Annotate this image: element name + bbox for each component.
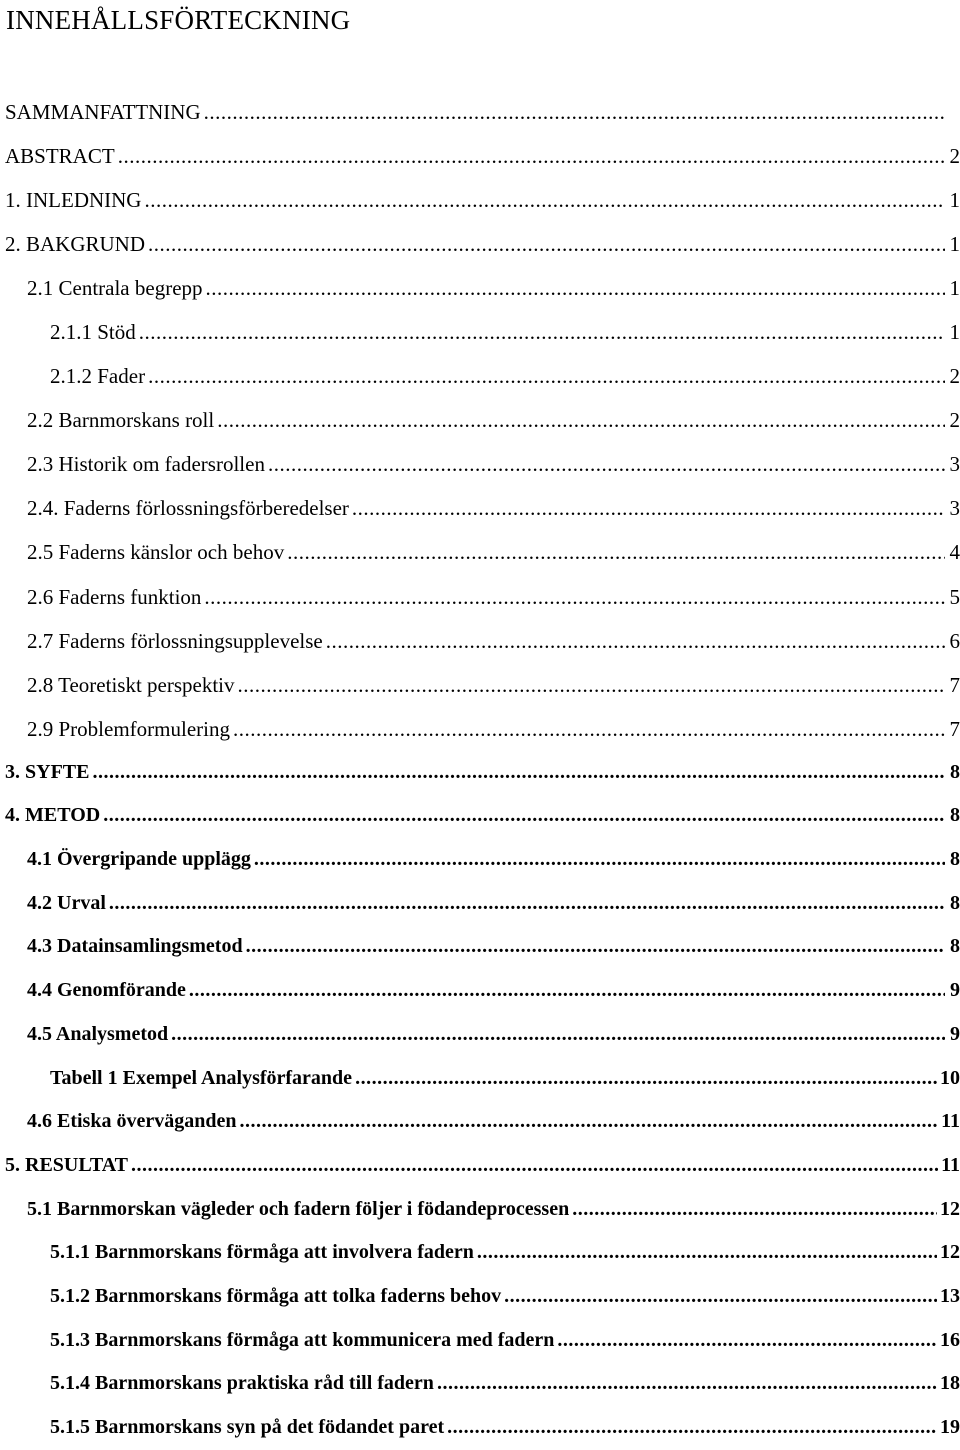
toc-entry-sammanfattning[interactable] [0,90,960,134]
toc-entry-page: 8 [950,935,960,958]
toc-entry-label: Tabell 1 Exempel Analysförfarande [50,1066,353,1089]
toc-entry-2-1-2[interactable] [0,354,960,398]
toc-entry-4-1[interactable] [0,838,960,882]
toc-entry-label: 5.1.1 Barnmorskans förmåga att involvera fadern [50,1241,474,1264]
dot-leader [437,1362,937,1406]
toc-entry-inledning[interactable] [0,178,960,222]
toc-entry-page: 6 [949,628,960,653]
dot-leader [355,1057,937,1101]
toc-entry-page: 3 [949,452,960,477]
toc-entry-page: 16 [940,1328,960,1351]
toc-entry-2-6[interactable] [0,575,960,619]
toc-entry-label: 2.1.1 Stöd [50,320,136,345]
toc-entry-page: 1 [949,232,960,257]
dot-leader [217,398,945,442]
toc-entry-label: 4.4 Genomförande [27,979,186,1002]
toc-entry-label: 4.2 Urval [27,891,106,914]
toc-entry-label: 4. METOD [5,804,101,827]
toc-entry-syfte[interactable] [0,751,960,795]
toc-entry-page: 9 [950,1022,960,1045]
toc-entry-page: 1 [949,276,960,301]
toc-entry-page: 8 [950,760,960,783]
toc-entry-label: 5.1.2 Barnmorskans förmåga att tolka faderns behov [50,1284,502,1307]
toc-entry-label: 2.2 Barnmorskans roll [27,408,215,433]
toc-entry-label: 2.6 Faderns funktion [27,584,202,609]
dot-leader [239,1100,938,1144]
toc-entry-4-4[interactable] [0,969,960,1013]
dot-leader [287,530,945,574]
toc-entry-label: 4.6 Etiska överväganden [27,1110,237,1133]
toc-entry-2-4[interactable] [0,486,960,530]
toc-entry-page: 1 [949,188,960,213]
dot-leader [148,354,945,398]
toc-entry-label: 2.1 Centrala begrepp [27,276,203,301]
toc-entry-2-1[interactable] [0,266,960,310]
toc-entry-4-3[interactable] [0,925,960,969]
dot-leader [206,266,945,310]
toc-entry-label: 5. RESULTAT [5,1153,129,1176]
toc-entry-page: 10 [940,1066,960,1089]
toc-entry-page: 11 [941,1153,960,1176]
toc-entry-tabell-1[interactable] [0,1057,960,1101]
toc-list [0,90,960,1450]
toc-entry-page: 2 [949,408,960,433]
toc-entry-5-1-2[interactable] [0,1275,960,1319]
toc-entry-label: 4.1 Övergripande upplägg [27,848,251,871]
toc-entry-metod[interactable] [0,794,960,838]
dot-leader [204,575,945,619]
toc-entry-page: 19 [940,1416,960,1439]
toc-entry-label: 5.1.5 Barnmorskans syn på det födandet paret [50,1416,445,1439]
toc-entry-page: 7 [949,716,960,741]
toc-entry-label: 1. INLEDNING [5,188,142,213]
toc-entry-label: ABSTRACT [5,144,115,169]
toc-entry-2-5[interactable] [0,530,960,574]
dot-leader [131,1144,938,1188]
dot-leader [557,1319,937,1363]
toc-entry-5-1-3[interactable] [0,1319,960,1363]
toc-entry-label: 5.1 Barnmorskan vägleder och fadern följer i födandeprocessen [27,1197,570,1220]
toc-entry-label: 4.3 Datainsamlingsmetod [27,935,243,958]
toc-entry-page: 7 [949,672,960,697]
toc-entry-2-9[interactable] [0,707,960,751]
toc-entry-resultat[interactable] [0,1144,960,1188]
dot-leader [504,1275,937,1319]
dot-leader [139,310,945,354]
dot-leader [254,838,945,882]
toc-entry-4-5[interactable] [0,1013,960,1057]
toc-entry-page: 12 [940,1241,960,1264]
dot-leader [447,1406,937,1450]
toc-entry-page: 8 [950,891,960,914]
dot-leader [148,222,945,266]
dot-leader [352,486,945,530]
toc-entry-label: 5.1.3 Barnmorskans förmåga att kommunicera med fadern [50,1328,555,1351]
toc-entry-label: 2.4. Faderns förlossningsförberedelser [27,496,349,521]
toc-entry-page: 5 [949,584,960,609]
toc-entry-label: 2.5 Faderns känslor och behov [27,540,285,565]
toc-entry-page: 13 [940,1284,960,1307]
toc-entry-5-1[interactable] [0,1188,960,1232]
toc-entry-page: 4 [949,540,960,565]
toc-entry-label: 2. BAKGRUND [5,232,146,257]
dot-leader [204,90,945,134]
dot-leader [109,882,945,926]
toc-entry-label: 5.1.4 Barnmorskans praktiska råd till fadern [50,1372,434,1395]
toc-entry-page: 18 [940,1372,960,1395]
dot-leader [246,925,945,969]
toc-entry-2-7[interactable] [0,619,960,663]
toc-entry-page: 1 [949,320,960,345]
toc-entry-label: 2.3 Historik om fadersrollen [27,452,265,477]
toc-entry-2-2[interactable] [0,398,960,442]
toc-entry-bakgrund[interactable] [0,222,960,266]
toc-entry-page: 9 [950,979,960,1002]
toc-entry-5-1-5[interactable] [0,1406,960,1450]
toc-entry-page: 11 [941,1110,960,1133]
toc-entry-page: 8 [950,848,960,871]
toc-entry-4-2[interactable] [0,882,960,926]
toc-entry-2-1-1[interactable] [0,310,960,354]
dot-leader [477,1231,937,1275]
toc-entry-label: 2.1.2 Fader [50,364,146,389]
toc-entry-label: 4.5 Analysmetod [27,1022,169,1045]
page-title: INNEHÅLLSFÖRTECKNING [6,5,351,35]
toc-entry-page: 2 [949,144,960,169]
toc-entry-page: 8 [950,804,960,827]
toc-entry-page: 3 [949,496,960,521]
dot-leader [92,751,945,795]
dot-leader [268,442,945,486]
toc-entry-2-8[interactable] [0,663,960,707]
dot-leader [238,663,945,707]
toc-entry-label: 2.7 Faderns förlossningsupplevelse [27,628,323,653]
dot-leader [144,178,945,222]
dot-leader [189,969,945,1013]
dot-leader [103,794,945,838]
toc-entry-label: 2.8 Teoretiskt perspektiv [27,672,235,697]
toc-entry-abstract[interactable] [0,134,960,178]
toc-entry-2-3[interactable] [0,442,960,486]
toc-entry-page: 2 [949,364,960,389]
toc-entry-label: 3. SYFTE [5,760,90,783]
toc-entry-5-1-1[interactable] [0,1231,960,1275]
dot-leader [118,134,945,178]
dot-leader [572,1188,937,1232]
toc-entry-label: 2.9 Problemformulering [27,716,230,741]
toc-entry-page: 12 [940,1197,960,1220]
dot-leader [233,707,945,751]
dot-leader [171,1013,945,1057]
toc-entry-label: SAMMANFATTNING [5,100,201,124]
dot-leader [326,619,945,663]
toc-entry-5-1-4[interactable] [0,1362,960,1406]
toc-entry-4-6[interactable] [0,1100,960,1144]
